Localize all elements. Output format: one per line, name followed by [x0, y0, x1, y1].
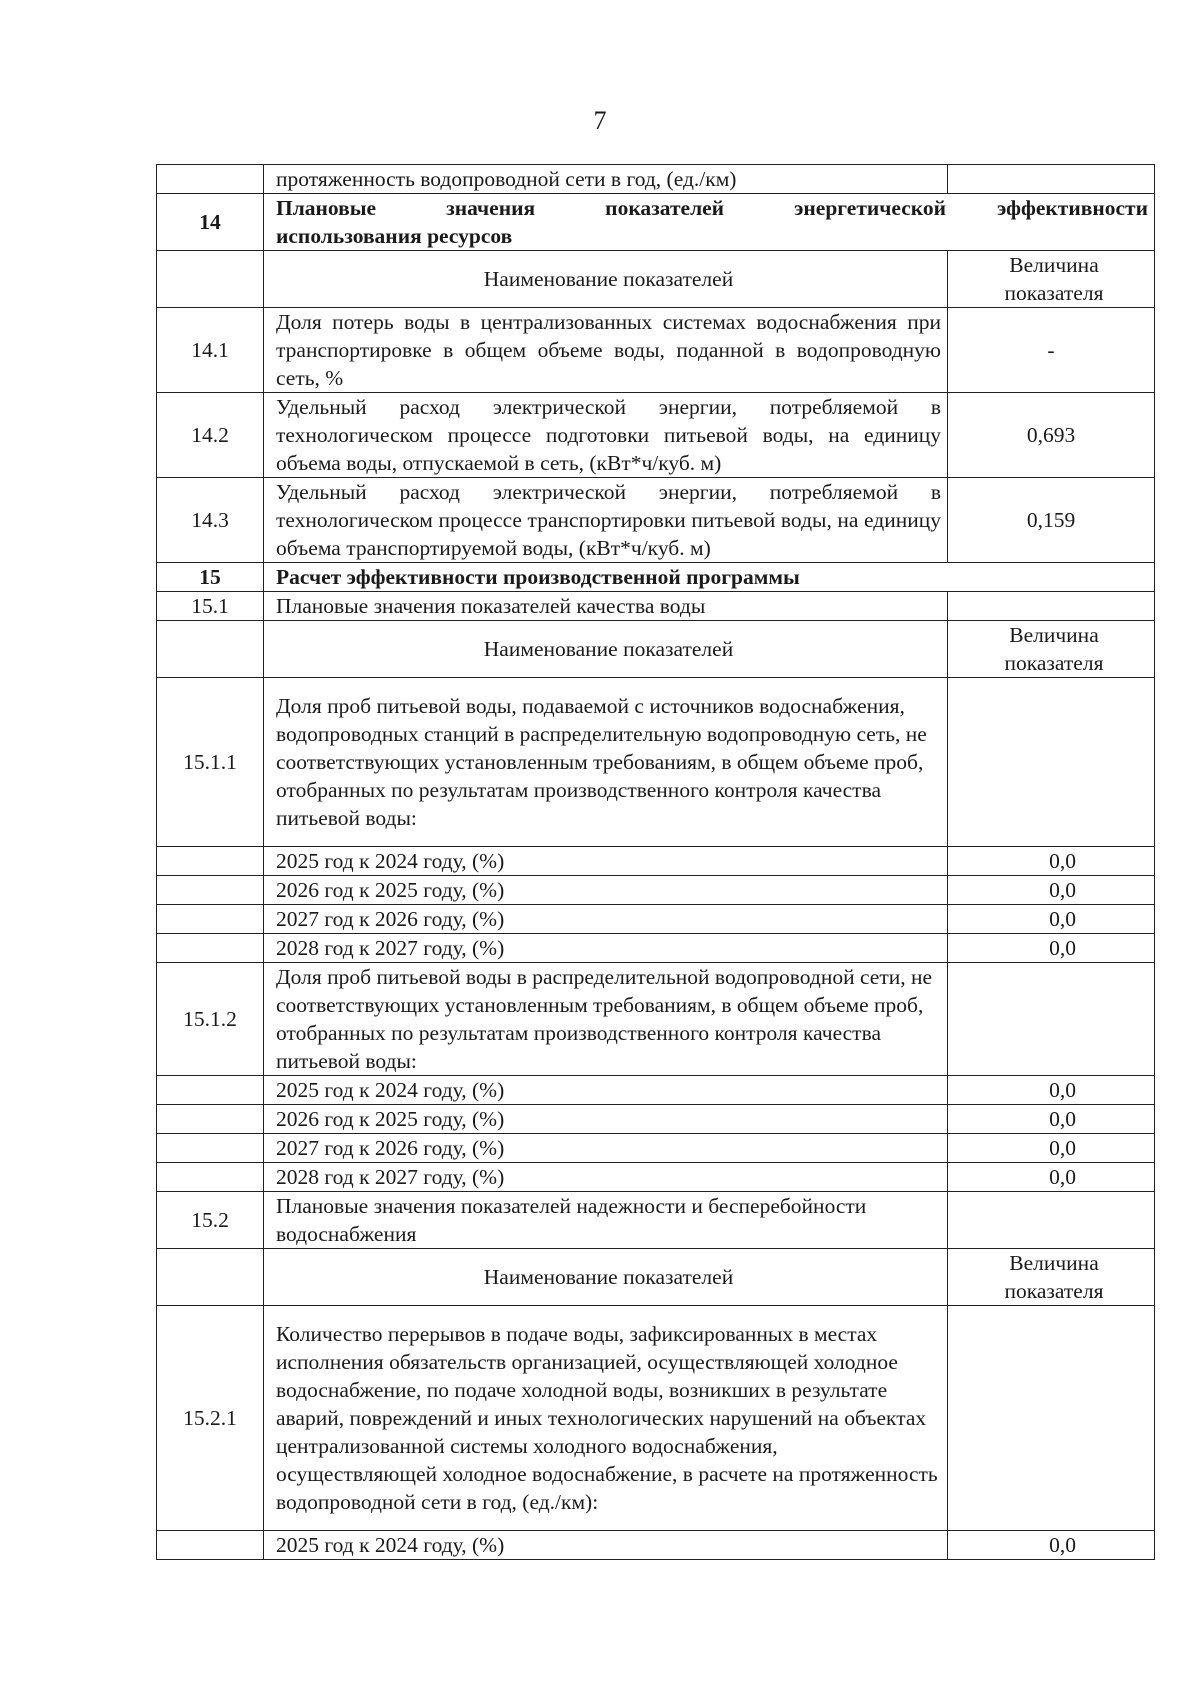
row-number-cell [157, 847, 264, 876]
year-value: 0,0 [948, 905, 1155, 934]
column-header-name: Наименование показателей [264, 621, 948, 678]
indicator-value-cell [948, 165, 1155, 194]
table-row [157, 478, 1155, 563]
year-value: 0,0 [948, 1134, 1155, 1163]
section-header-row [157, 194, 1155, 251]
year-row [157, 934, 1155, 963]
year-row [157, 847, 1155, 876]
year-row [157, 1076, 1155, 1105]
year-label: 2026 год к 2025 году, (%) [264, 1105, 948, 1134]
year-label: 2028 год к 2027 году, (%) [264, 1163, 948, 1192]
year-label: 2027 год к 2026 году, (%) [264, 1134, 948, 1163]
indicator-name-cell: Удельный расход электрической энергии, потребляемой в технологическом процессе подготовки питьевой воды, на единицу объема воды, отпускаемой в сеть, (кВт*ч/куб. м) [264, 393, 948, 478]
indicator-name-cell: протяженность водопроводной сети в год, (ед./км) [264, 165, 948, 194]
year-row [157, 1134, 1155, 1163]
row-number-cell [157, 1105, 264, 1134]
year-value: 0,0 [948, 1105, 1155, 1134]
indicator-name-cell: Доля проб питьевой воды, подаваемой с источников водоснабжения, водопроводных станций в распределительную водопроводную сеть, не соответствующих установленным требованиям, в общем объеме проб, отобранных по результатам производственного контроля качества питьевой воды: [264, 678, 948, 847]
year-value: 0,0 [948, 876, 1155, 905]
table-row [157, 308, 1155, 393]
year-label: 2027 год к 2026 году, (%) [264, 905, 948, 934]
year-row [157, 905, 1155, 934]
indicators-table [156, 164, 1155, 1560]
indicator-value-cell [948, 963, 1155, 1076]
column-header-value: Величина показателя [948, 1249, 1155, 1306]
row-number: 14.3 [157, 478, 264, 563]
column-header-value: Величина показателя [948, 621, 1155, 678]
section-title-line-2: использования ресурсов [276, 224, 513, 248]
section-number: 14 [157, 194, 264, 251]
subsection-row [157, 1192, 1155, 1249]
table-row [157, 1306, 1155, 1531]
row-number: 14.2 [157, 393, 264, 478]
table-row [157, 393, 1155, 478]
indicator-value-cell [948, 678, 1155, 847]
indicator-value-cell [948, 1306, 1155, 1531]
row-number-cell [157, 934, 264, 963]
column-header-row [157, 251, 1155, 308]
indicator-value-cell: 0,159 [948, 478, 1155, 563]
year-value: 0,0 [948, 1163, 1155, 1192]
indicator-value-cell: 0,693 [948, 393, 1155, 478]
row-number: 15.1.1 [157, 678, 264, 847]
row-number-cell [157, 1163, 264, 1192]
section-title-part-1: Плановые значения показателей энергетической [276, 196, 946, 220]
indicator-value-cell [948, 592, 1155, 621]
row-number-cell [157, 1134, 264, 1163]
row-number-cell [157, 1531, 264, 1560]
section-number: 15 [157, 563, 264, 592]
column-header-row [157, 621, 1155, 678]
year-label: 2026 год к 2025 году, (%) [264, 876, 948, 905]
subsection-row [157, 592, 1155, 621]
row-number-cell [157, 905, 264, 934]
year-label: 2025 год к 2024 году, (%) [264, 1076, 948, 1105]
year-row [157, 1163, 1155, 1192]
column-header-value: Величина показателя [948, 251, 1155, 308]
section-title-part-2: эффективности [996, 196, 1148, 220]
column-header-name: Наименование показателей [264, 1249, 948, 1306]
section-title: Расчет эффективности производственной программы [264, 563, 1155, 592]
section-title [264, 194, 1155, 251]
column-header-row [157, 1249, 1155, 1306]
row-number-cell [157, 876, 264, 905]
row-number: 15.2 [157, 1192, 264, 1249]
row-number: 15.1.2 [157, 963, 264, 1076]
row-number: 15.2.1 [157, 1306, 264, 1531]
year-value: 0,0 [948, 1531, 1155, 1560]
year-value: 0,0 [948, 934, 1155, 963]
year-label: 2028 год к 2027 году, (%) [264, 934, 948, 963]
indicator-name-cell: Доля проб питьевой воды в распределительной водопроводной сети, не соответствующих установленным требованиям, в общем объеме проб, отобранных по результатам производственного контроля качества питьевой воды: [264, 963, 948, 1076]
row-number: 14.1 [157, 308, 264, 393]
year-label: 2025 год к 2024 году, (%) [264, 1531, 948, 1560]
table-row [157, 165, 1155, 194]
indicator-value-cell [948, 1192, 1155, 1249]
year-value: 0,0 [948, 1076, 1155, 1105]
page-number: 7 [593, 106, 607, 135]
row-number-cell [157, 1249, 264, 1306]
row-number-cell [157, 1076, 264, 1105]
indicator-value-cell: - [948, 308, 1155, 393]
subsection-title: Плановые значения показателей качества воды [264, 592, 948, 621]
subsection-title: Плановые значения показателей надежности и бесперебойности водоснабжения [264, 1192, 948, 1249]
row-number-cell [157, 165, 264, 194]
year-row [157, 1531, 1155, 1560]
column-header-name: Наименование показателей [264, 251, 948, 308]
row-number-cell [157, 621, 264, 678]
year-row [157, 876, 1155, 905]
indicator-name-cell: Количество перерывов в подаче воды, зафиксированных в местах исполнения обязательств организацией, осуществляющей холодное водоснабжение, по подаче холодной воды, возникших в результате аварий, повреждений и иных технологических нарушений на объектах централизованной системы холодного водоснабжения, осуществляющей холодное водоснабжение, в расчете на протяженность водопроводной сети в год, (ед./км): [264, 1306, 948, 1531]
year-value: 0,0 [948, 847, 1155, 876]
year-label: 2025 год к 2024 году, (%) [264, 847, 948, 876]
table-row [157, 963, 1155, 1076]
table-row [157, 678, 1155, 847]
row-number-cell [157, 251, 264, 308]
year-row [157, 1105, 1155, 1134]
row-number: 15.1 [157, 592, 264, 621]
indicator-name-cell: Удельный расход электрической энергии, потребляемой в технологическом процессе транспортировки питьевой воды, на единицу объема транспортируемой воды, (кВт*ч/куб. м) [264, 478, 948, 563]
section-header-row [157, 563, 1155, 592]
indicator-name-cell: Доля потерь воды в централизованных системах водоснабжения при транспортировке в общем объеме воды, поданной в водопроводную сеть, % [264, 308, 948, 393]
